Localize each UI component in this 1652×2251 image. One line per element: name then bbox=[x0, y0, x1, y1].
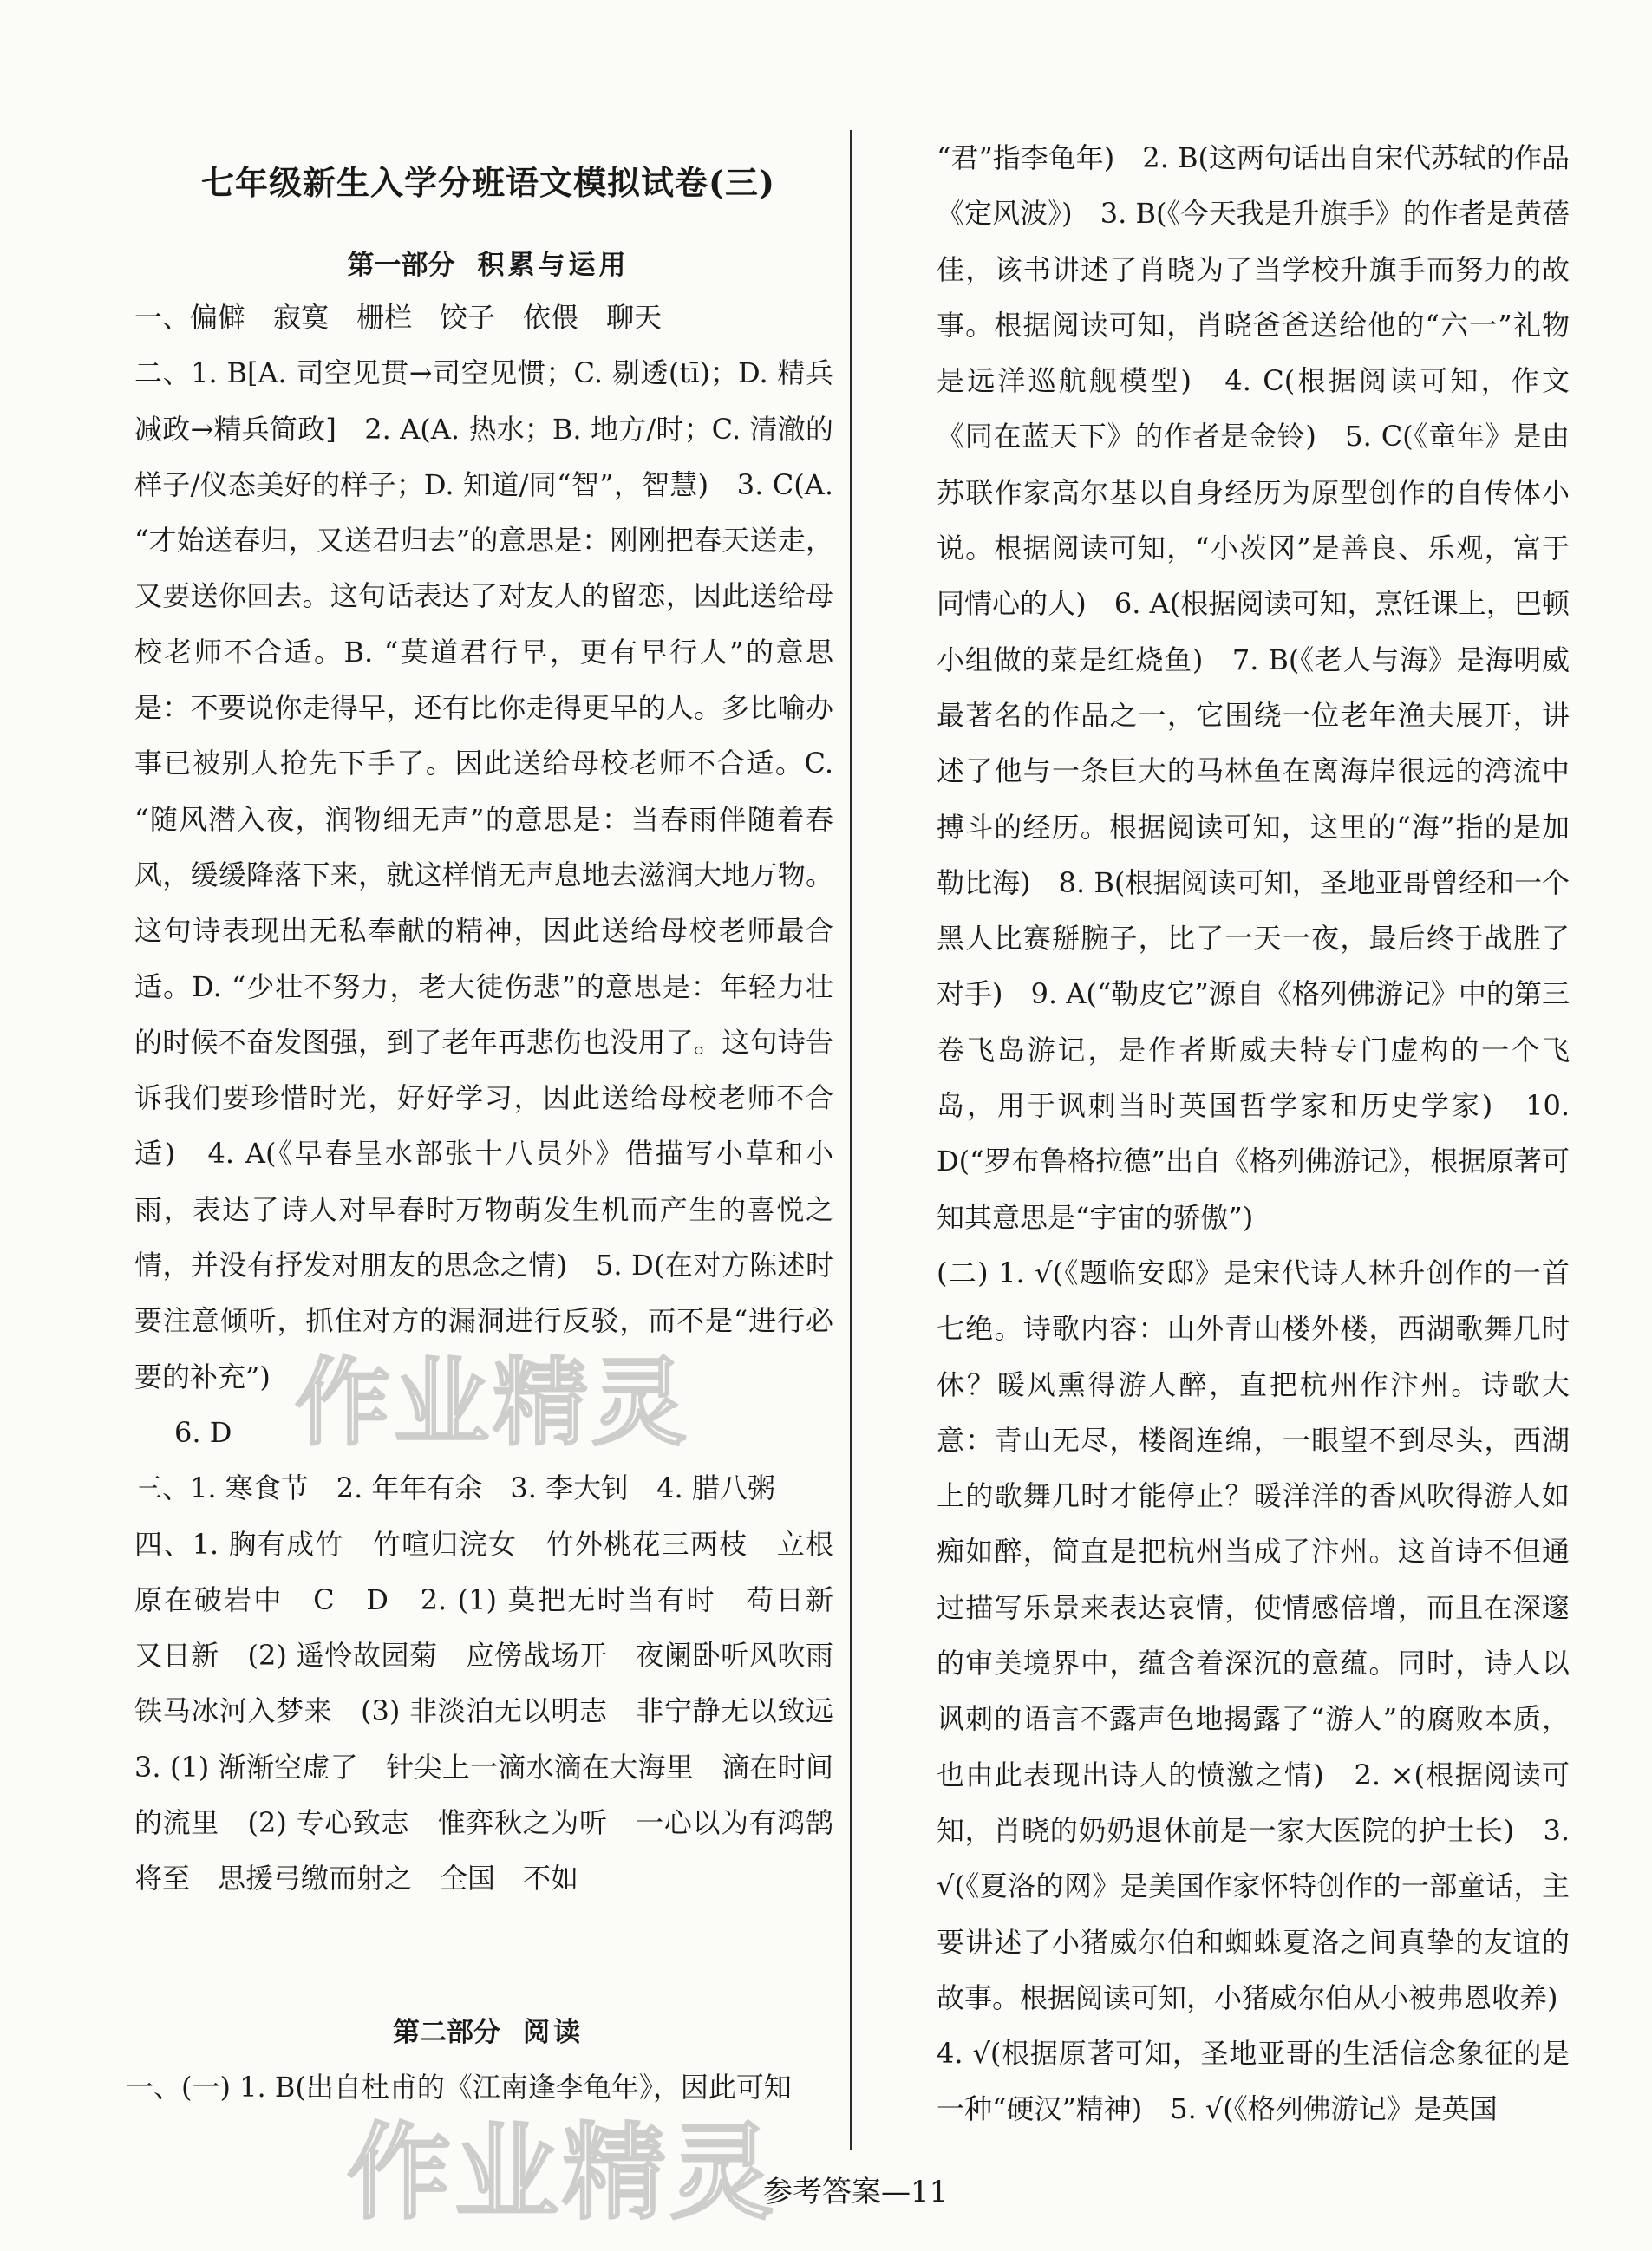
answer-section-2-extra: 6. D bbox=[174, 1415, 232, 1449]
answer-section-4: 四、1. 胸有成竹 竹喧归浣女 竹外桃花三两枝 立根原在破岩中 C D 2. (1) 莫把无时当有时 苟日新 又日新 (2) 遥怜故园菊 应傍战场开 夜阑卧听风吹雨 铁马冰河入梦来 (3) 非淡泊无以明志 非宁静无以致远 3. (1) 渐渐空虚了 针尖上一滴水滴在大海里 滴在时间的流里 (2) 专心致志 惟弈秋之为听 一心以为有鸿鹄将至 思援弓缴而射之 全国 不如 bbox=[134, 1527, 862, 1895]
part2-name: 第二部分 bbox=[393, 2017, 500, 2048]
answer-section-1: 一、偏僻 寂寞 栅栏 饺子 依偎 聊天 bbox=[134, 301, 663, 334]
reading-answers-1: “君”指李龟年) 2. B(这两句话出自宋代苏轼的作品《定风波》) 3. B(《今天我是升旗手》的作者是黄蓓佳，该书讲述了肖晓为了当学校升旗手而努力的故事。根据阅读可知，肖晓爸爸送给他的“六一”礼物是远洋巡航舰模型) 4. C(根据阅读可知，作文《同在蓝天下》的作者是金铃) 5. C(《童年》是由苏联作家高尔基以自身经历为原型创作的自传体小说。根据阅读可知，“小茨冈”是善良、乐观，富于同情心的人) 6. A(根据阅读可知，烹饪课上，巴顿小组做的菜是红烧鱼) 7. B(《老人与海》是海明威最著名的作品之一，它围绕一位老年渔夫展开，讲述了他与一条巨大的马林鱼在离海岸很远的湾流中搏斗的经历。根据阅读可知，这里的“海”指的是加勒比海) 8. B(根据阅读可知，圣地亚哥曾经和一个黑人比赛掰腕子，比了一天一夜，最后终于战胜了对手) 9. A(“勒皮它”源自《格列佛游记》中的第三卷飞岛游记，是作者斯威夫特专门虚构的一个飞岛，用于讽刺当时英国哲学家和历史学家) 10. D(“罗布鲁格拉德”出自《格列佛游记》，根据原著可知其意思是“宇宙的骄傲”) bbox=[937, 141, 1570, 1234]
part1-heading bbox=[143, 243, 833, 282]
part1-name: 第一部分 bbox=[347, 250, 455, 281]
reading-answers-2: (二) 1. √(《题临安邸》是宋代诗人林升创作的一首七绝。诗歌内容：山外青山楼外楼，西湖歌舞几时休？暖风熏得游人醉，直把杭州作汴州。诗歌大意：青山无尽，楼阁连绵，一眼望不到尽头，西湖上的歌舞几时才能停止？暖洋洋的香风吹得游人如痴如醉，简直是把杭州当成了汴州。这首诗不但通过描写乐景来表达哀情，使情感倍增，而且在深邃的审美境界中，蕴含着深沉的意蕴。同时，诗人以讽刺的语言不露声色地揭露了“游人”的腐败本质，也由此表现出诗人的愤激之情) 2. ×(根据阅读可知，肖晓的奶奶退休前是一家大医院的护士长) 3. √(《夏洛的网》是美国作家怀特创作的一部童话，主要讲述了小猪威尔伯和蜘蛛夏洛之间真挚的友谊的故事。根据阅读可知，小猪威尔伯从小被弗恩收养) bbox=[937, 1256, 1570, 2014]
answer-section-3: 三、1. 寒食节 2. 年年有余 3. 李大钊 4. 腊八粥 bbox=[134, 1471, 775, 1505]
watermark: 作业精灵 bbox=[295, 1347, 690, 1458]
watermark-bottom: 作业精灵 bbox=[347, 2113, 777, 2234]
left-block-1 bbox=[134, 290, 862, 1907]
page-footer: 参考答案—11 bbox=[763, 2175, 949, 2209]
part1-label: 积累与运用 bbox=[477, 250, 630, 281]
column-divider bbox=[850, 130, 852, 2150]
part2-label: 阅读 bbox=[523, 2017, 584, 2048]
reading-answers-3: 4. √(根据原著可知，圣地亚哥的生活信念象征的是一种“硬汉”精神) 5. √(《格列佛游记》是英国 bbox=[937, 2037, 1570, 2126]
answer-section-2: 二、1. B[A. 司空见贯→司空见惯；C. 剔透(tī)；D. 精兵减政→精兵简政] 2. A(A. 热水；B. 地方/时；C. 清澈的样子/仪态美好的样子；D. 知道/同“智”，智慧) 3. C(A. “才始送春归，又送君归去”的意思是：刚刚把春天送走，又要送你回去。这句话表达了对友人的留恋，因此送给母校老师不合适。B. “莫道君行早，更有早行人”的意思是：不要说你走得早，还有比你走得更早的人。多比喻办事已被别人抢先下手了。因此送给母校老师不合适。C. “随风潜入夜，润物细无声”的意思是：当春雨伴随着春风，缓缓降落下来，就这样悄无声息地去滋润大地万物。这句诗表现出无私奉献的精神，因此送给母校老师最合适。D. “少壮不努力，老大徒伤悲”的意思是：年轻力壮的时候不奋发图强，到了老年再悲伤也没用了。这句诗告诉我们要珍惜时光，好好学习，因此送给母校老师不合适) 4. A(《早春呈水部张十八员外》借描写小草和小雨，表达了诗人对早春时万物萌发生机而产生的喜悦之情，并没有抒发对朋友的思念之情) 5. D(在对方陈述时要注意倾听，抓住对方的漏洞进行反驳，而不是“进行必要的补充”) bbox=[134, 356, 833, 1393]
page-title: 七年级新生入学分班语文模拟试卷(三) bbox=[201, 163, 775, 202]
part2-heading bbox=[143, 2010, 833, 2049]
right-block bbox=[937, 130, 1570, 2137]
reading-section-start: 一、(一) 1. B(出自杜甫的《江南逢李龟年》，因此可知 bbox=[126, 2071, 792, 2104]
